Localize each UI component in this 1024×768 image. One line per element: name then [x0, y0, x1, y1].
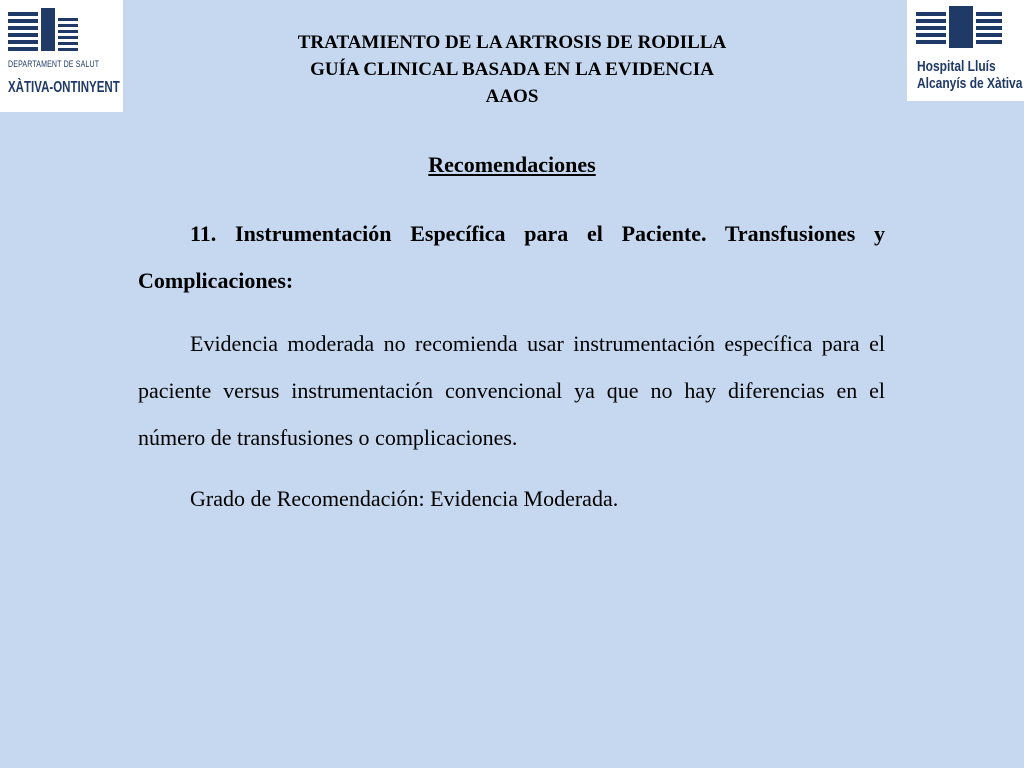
hospital-logo-line1: Hospital Lluís: [917, 58, 996, 75]
recommendation-heading: 11. Instrumentación Específica para el Paciente. Transfusiones y Complicaciones:: [138, 221, 885, 293]
section-title: Recomendaciones: [428, 152, 596, 177]
recommendation-content: [138, 210, 885, 522]
slide-header: [200, 29, 824, 110]
department-logo-title: XÀTIVA-ONTINYENT: [8, 79, 120, 96]
recommendation-body: Evidencia moderada no recomienda usar instrumentación específica para el paciente versus instrumentación convencional ya que no hay diferencias en el número de transfusiones o complicaciones.: [138, 331, 885, 450]
header-line-3: AAOS: [485, 86, 539, 107]
header-line-2: GUÍA CLINICAL BASADA EN LA EVIDENCIA: [310, 59, 714, 80]
recommendation-grade: Grado de Recomendación: Evidencia Moderada.: [190, 486, 619, 511]
hospital-logo-line2: Alcanyís de Xàtiva: [917, 75, 1023, 92]
header-line-1: TRATAMIENTO DE LA ARTROSIS DE RODILLA: [297, 32, 727, 53]
hospital-logo: [907, 0, 1024, 101]
department-logo: [0, 0, 123, 112]
department-logo-subtitle: DEPARTAMENT DE SALUT: [8, 59, 100, 69]
